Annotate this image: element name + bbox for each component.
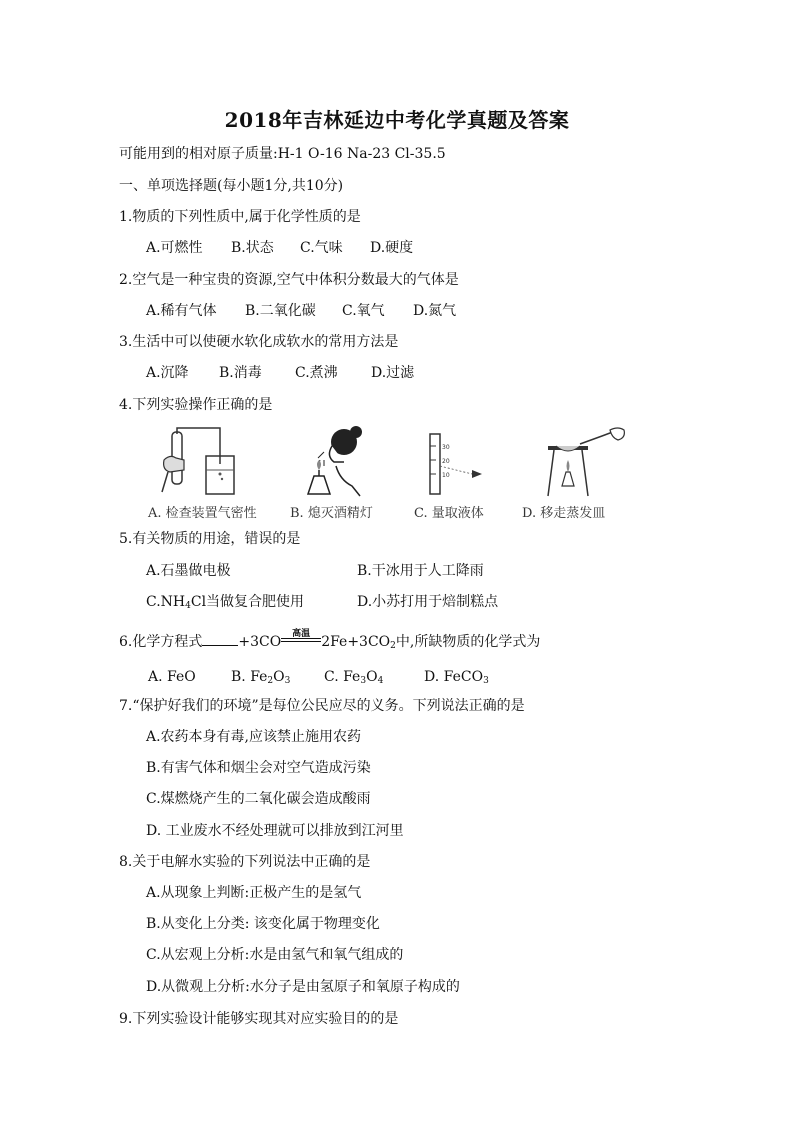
q2-option-b: B.二氧化碳 xyxy=(245,303,316,319)
q3-option-d: D.过滤 xyxy=(371,365,415,381)
tripod-evaporating-dish-icon xyxy=(540,426,630,500)
q5-option-d: D.小苏打用于焙制糕点 xyxy=(357,594,499,610)
q5-option-b: B.干冰用于人工降雨 xyxy=(357,563,484,579)
q6-option-a: A. FeO xyxy=(148,669,196,685)
q5-option-c-subscript: 4 xyxy=(185,601,191,611)
svg-text:30: 30 xyxy=(442,444,450,451)
q6-option-b-sub1: 2 xyxy=(267,676,274,686)
q5-option-c-suffix: Cl当做复合肥使用 xyxy=(190,594,305,610)
question-4-stem: 4.下列实验操作正确的是 xyxy=(119,397,273,413)
q6-option-b xyxy=(231,668,290,690)
q2-option-d: D.氮气 xyxy=(413,303,457,319)
question-5-stem: 5.有关物质的用途，错误的是 xyxy=(119,531,301,547)
question-3-stem: 3.生活中可以使硬水软化成软水的常用方法是 xyxy=(119,334,399,350)
q6-stem-prefix: 6.化学方程式 xyxy=(119,634,203,650)
q6-option-c-pre: C. Fe xyxy=(324,669,361,685)
figure-airtightness-check xyxy=(160,426,250,500)
figure-caption-a: A. 检查装置气密性 xyxy=(148,506,257,521)
question-9-stem: 9.下列实验设计能够实现其对应实验目的的是 xyxy=(119,1011,399,1027)
q5-option-a: A.石墨做电极 xyxy=(146,563,231,579)
q6-option-c-sub2: 4 xyxy=(377,676,384,686)
question-8-stem: 8.关于电解水实验的下列说法中正确的是 xyxy=(119,854,371,870)
q2-option-c: C.氧气 xyxy=(342,303,385,319)
question-6-stem xyxy=(119,629,541,655)
q1-option-d: D.硬度 xyxy=(370,240,414,256)
q1-option-c: C.气味 xyxy=(300,240,343,256)
question-1-stem: 1.物质的下列性质中,属于化学性质的是 xyxy=(119,209,361,225)
q6-option-b-sub2: 3 xyxy=(284,676,291,686)
q6-eq-right-subscript: 2 xyxy=(390,641,396,651)
question-7-stem: 7.“保护好我们的环境”是每位公民应尽的义务。下列说法正确的是 xyxy=(119,698,525,714)
q1-option-b: B.状态 xyxy=(231,240,274,256)
q8-option-d: D.从微观上分析:水分子是由氢原子和氧原子构成的 xyxy=(146,979,460,995)
q3-option-a: A.沉降 xyxy=(146,365,189,381)
q6-answer-blank xyxy=(202,633,238,646)
page-title: 2018年吉林延边中考化学真题及答案 xyxy=(224,108,570,132)
q6-option-b-mid: O xyxy=(273,669,285,685)
q7-option-c: C.煤燃烧产生的二氧化碳会造成酸雨 xyxy=(146,791,371,807)
figure-caption-b: B. 熄灭酒精灯 xyxy=(290,506,373,521)
graduated-cylinder-icon xyxy=(420,426,490,500)
figure-caption-c: C. 量取液体 xyxy=(414,506,484,521)
figure-measure-liquid xyxy=(420,426,490,500)
q6-option-b-pre: B. Fe xyxy=(231,669,268,685)
q6-stem-suffix: 中,所缺物质的化学式为 xyxy=(395,634,541,650)
q8-option-b: B.从变化上分类: 该变化属于物理变化 xyxy=(146,916,380,932)
figure-caption-d: D. 移走蒸发皿 xyxy=(522,506,606,521)
q6-option-c xyxy=(324,668,383,690)
figure-remove-dish xyxy=(540,426,630,500)
q8-option-a: A.从现象上判断:正极产生的是氢气 xyxy=(146,885,362,901)
q7-option-b: B.有害气体和烟尘会对空气造成污染 xyxy=(146,760,371,776)
atomic-masses: 可能用到的相对原子质量:H-1 O-16 Na-23 Cl-35.5 xyxy=(119,146,446,162)
q5-option-c xyxy=(146,593,304,615)
q6-condition: 高温 xyxy=(292,629,311,639)
figure-extinguish-lamp xyxy=(300,426,370,500)
q6-option-d xyxy=(424,668,489,690)
question-2-stem: 2.空气是一种宝贵的资源,空气中体积分数最大的气体是 xyxy=(119,272,459,288)
q6-option-d-pre: D. FeCO xyxy=(424,669,484,685)
q6-reaction-arrow xyxy=(281,629,321,646)
q8-option-c: C.从宏观上分析:水是由氢气和氧气组成的 xyxy=(146,947,404,963)
section-heading: 一、单项选择题(每小题1分,共10分) xyxy=(119,178,344,194)
q6-option-c-sub1: 3 xyxy=(360,676,367,686)
svg-text:20: 20 xyxy=(442,458,450,465)
q7-option-a: A.农药本身有毒,应该禁止施用农药 xyxy=(146,729,362,745)
q6-eq-left: +3CO xyxy=(238,634,282,650)
person-alcohol-lamp-icon xyxy=(300,426,370,500)
q6-option-c-mid: O xyxy=(366,669,378,685)
q6-eq-right: 2Fe+3CO xyxy=(321,634,391,650)
q7-option-d: D. 工业废水不经处理就可以排放到江河里 xyxy=(146,823,404,839)
test-tube-beaker-icon xyxy=(160,426,250,500)
q1-option-a: A.可燃性 xyxy=(146,240,203,256)
q2-option-a: A.稀有气体 xyxy=(146,303,217,319)
q3-option-b: B.消毒 xyxy=(219,365,262,381)
svg-text:10: 10 xyxy=(442,472,450,479)
q3-option-c: C.煮沸 xyxy=(295,365,338,381)
q5-option-c-prefix: C.NH xyxy=(146,594,186,610)
q6-option-d-sub1: 3 xyxy=(483,676,489,686)
